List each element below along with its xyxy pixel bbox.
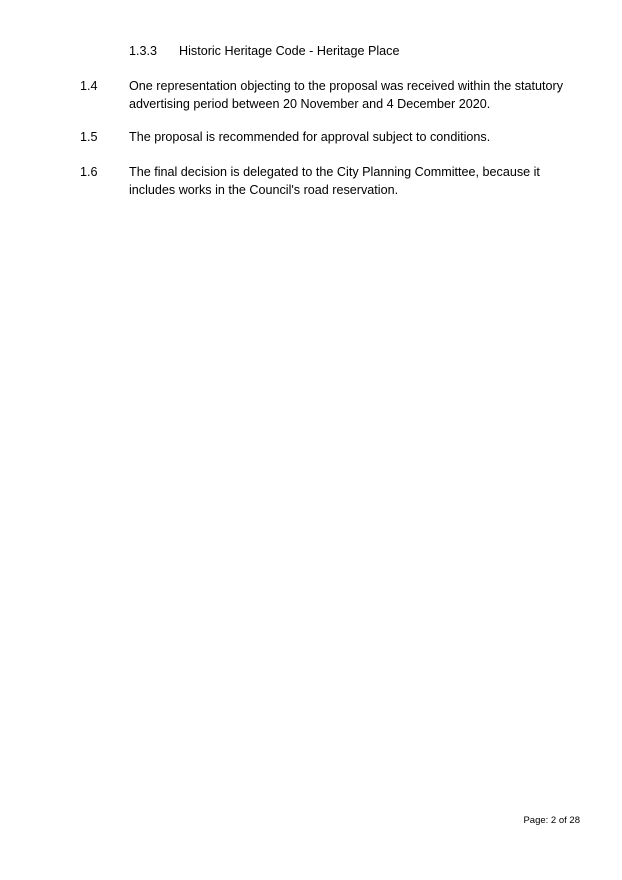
- sub-item-1-3-3: [129, 42, 399, 60]
- paragraph-number: 1.5: [80, 130, 98, 144]
- paragraph-number: 1.6: [80, 165, 98, 179]
- paragraph-1-5: [80, 128, 585, 146]
- sub-item-number: 1.3.3: [129, 44, 158, 58]
- paragraph-text: The final decision is delegated to the City Planning Committee, because it includes works in the Council's road reservation.: [129, 165, 540, 197]
- paragraph-1-4: [80, 77, 585, 113]
- paragraph-text: The proposal is recommended for approval subject to conditions.: [129, 130, 491, 144]
- paragraph-number: 1.4: [80, 79, 98, 93]
- paragraph-1-6: [80, 163, 585, 199]
- page-number-footer: Page: 2 of 28: [523, 815, 580, 826]
- paragraph-text: One representation objecting to the proposal was received within the statutory advertising period between 20 November and 4 December 2020.: [129, 79, 564, 111]
- sub-item-text: Historic Heritage Code - Heritage Place: [179, 44, 400, 58]
